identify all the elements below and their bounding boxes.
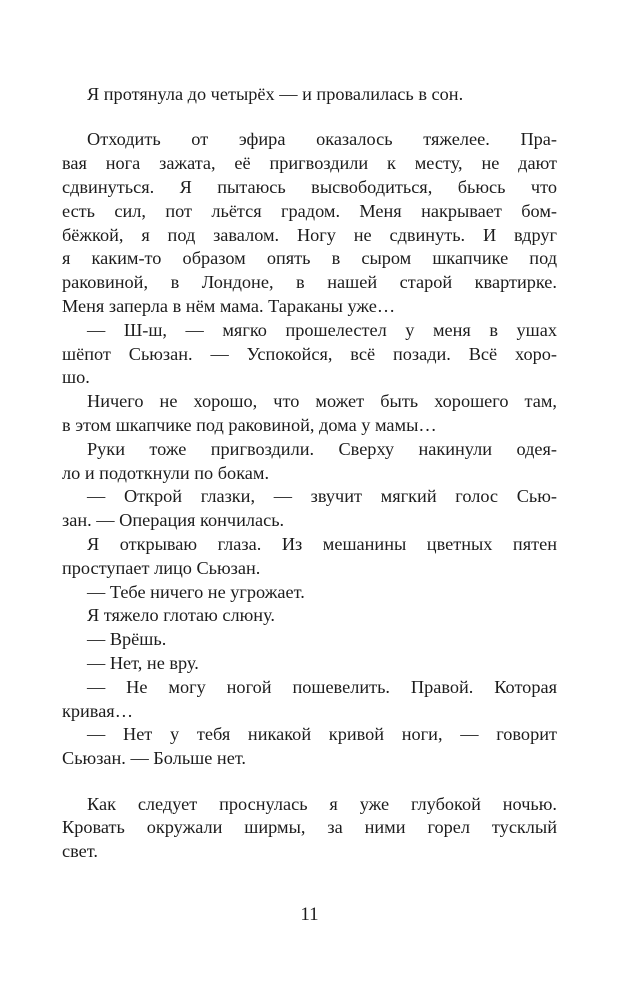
text-line: я каким-то образом опять в сыром шкапчике под	[62, 248, 557, 269]
book-page-text	[62, 83, 557, 864]
text-section	[62, 83, 557, 107]
text-line: — Открой глазки, — звучит мягкий голос Сью-	[87, 486, 557, 507]
text-line: свет.	[62, 841, 98, 862]
text-line: Кровать окружали ширмы, за ними горел тусклый	[62, 817, 557, 838]
text-line: проступает лицо Сьюзан.	[62, 557, 261, 578]
page-number: 11	[300, 904, 319, 925]
text-line: Руки тоже пригвоздили. Сверху накинули одея-	[87, 438, 557, 459]
text-line: — Врёшь.	[87, 629, 167, 650]
text-line: Сьюзан. — Больше нет.	[62, 748, 246, 769]
text-line: — Тебе ничего не угрожает.	[87, 581, 305, 602]
text-line: в этом шкапчике под раковиной, дома у мамы…	[62, 414, 437, 435]
text-line: Отходить от эфира оказалось тяжелее. Пра-	[87, 129, 557, 150]
text-line: Меня заперла в нём мама. Тараканы уже…	[62, 295, 396, 316]
text-line: шёпот Сьюзан. — Успокойся, всё позади. Всё хоро-	[62, 343, 557, 364]
text-line: есть сил, пот льётся градом. Меня накрывает бом-	[62, 200, 557, 221]
text-line: — Нет у тебя никакой кривой ноги, — говорит	[87, 724, 557, 745]
text-line: шо.	[62, 367, 90, 388]
text-line: — Нет, не вру.	[87, 652, 199, 673]
text-line: зан. — Операция кончилась.	[62, 510, 285, 531]
text-section	[62, 128, 557, 771]
text-line: Я протянула до четырёх — и провалилась в сон.	[87, 84, 464, 104]
text-line: Я тяжело глотаю слюну.	[87, 605, 275, 626]
section-break	[62, 107, 557, 129]
text-line: Я открываю глаза. Из мешанины цветных пятен	[87, 533, 557, 554]
section-break	[62, 771, 557, 793]
text-line: — Не могу ногой пошевелить. Правой. Которая	[87, 676, 557, 697]
text-line: раковиной, в Лондоне, в нашей старой квартирке.	[62, 272, 557, 293]
text-line: Ничего не хорошо, что может быть хорошего там,	[87, 391, 557, 412]
text-line: — Ш-ш, — мягко прошелестел у меня в ушах	[87, 319, 557, 340]
text-line: ло и подоткнули по бокам.	[62, 462, 270, 483]
text-line: кривая…	[62, 700, 134, 721]
text-line: бёжкой, я под завалом. Ногу не сдвинуть. И вдруг	[62, 224, 557, 245]
text-line: вая нога зажата, её пригвоздили к месту, не дают	[62, 153, 557, 174]
text-line: Как следует проснулась я уже глубокой ночью.	[87, 793, 557, 814]
text-section	[62, 793, 557, 864]
text-line: сдвинуться. Я пытаюсь высвободиться, бьюсь что	[62, 176, 557, 197]
